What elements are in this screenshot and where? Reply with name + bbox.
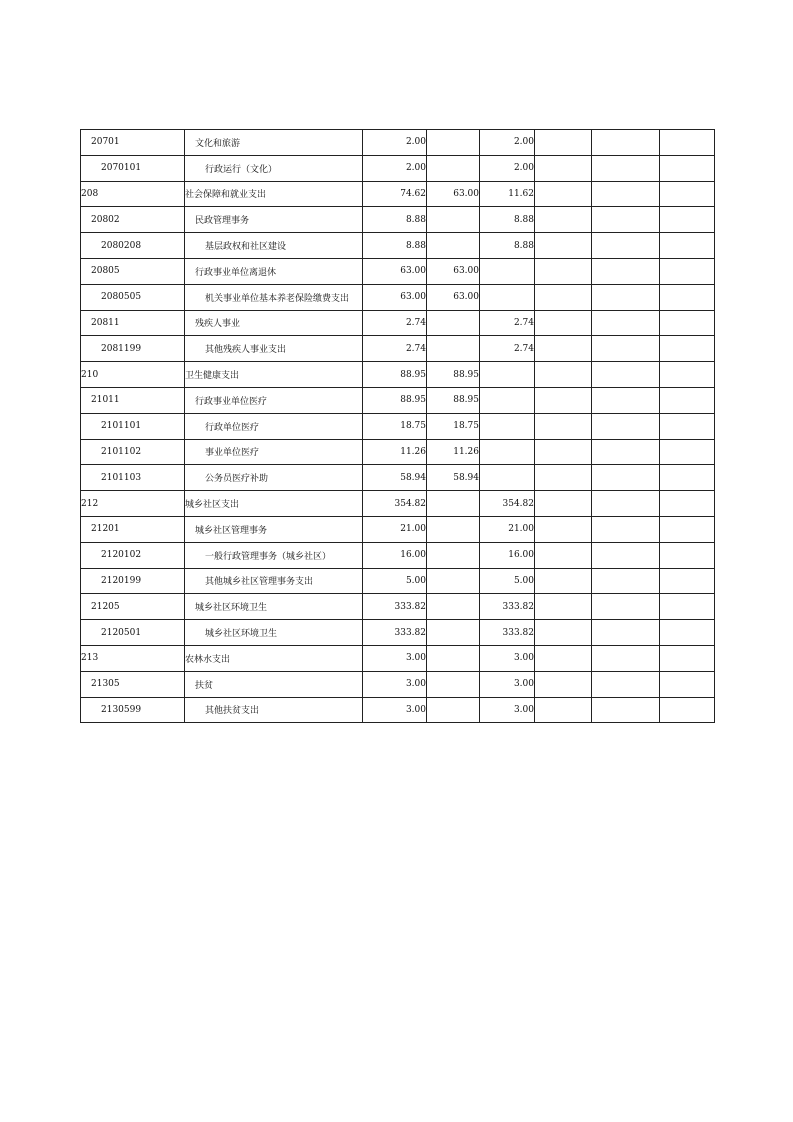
empty-cell-6 [535,645,592,671]
account-code-cell: 21305 [81,671,185,697]
empty-cell-7 [592,620,660,646]
total-amount-cell: 74.62 [363,181,427,207]
empty-cell-6 [535,671,592,697]
account-name-cell: 文化和旅游 [185,130,363,156]
table-row [81,258,715,284]
project-expenditure-cell: 21.00 [480,516,535,542]
empty-cell-6 [535,568,592,594]
basic-expenditure-cell: 63.00 [427,284,480,310]
account-name-cell: 机关事业单位基本养老保险缴费支出 [185,284,363,310]
basic-expenditure-cell [427,233,480,259]
project-expenditure-cell: 3.00 [480,671,535,697]
project-expenditure-cell: 354.82 [480,491,535,517]
empty-cell-7 [592,130,660,156]
account-code-cell: 20805 [81,258,185,284]
table-row [81,310,715,336]
empty-cell-7 [592,491,660,517]
empty-cell-7 [592,697,660,723]
project-expenditure-cell: 333.82 [480,594,535,620]
total-amount-cell: 8.88 [363,233,427,259]
account-code-cell: 20701 [81,130,185,156]
empty-cell-7 [592,233,660,259]
total-amount-cell: 3.00 [363,671,427,697]
project-expenditure-cell: 11.62 [480,181,535,207]
account-name-cell: 公务员医疗补助 [185,465,363,491]
table-row [81,645,715,671]
table-row [81,568,715,594]
table-row [81,697,715,723]
total-amount-cell: 2.00 [363,155,427,181]
empty-cell-7 [592,181,660,207]
empty-cell-8 [660,310,715,336]
table-row [81,362,715,388]
empty-cell-8 [660,516,715,542]
empty-cell-6 [535,233,592,259]
project-expenditure-cell: 2.00 [480,130,535,156]
account-code-cell: 21201 [81,516,185,542]
basic-expenditure-cell [427,568,480,594]
empty-cell-8 [660,233,715,259]
empty-cell-6 [535,697,592,723]
account-code-cell: 2120199 [81,568,185,594]
empty-cell-6 [535,387,592,413]
empty-cell-8 [660,336,715,362]
account-name-cell: 行政事业单位医疗 [185,387,363,413]
account-name-cell: 农林水支出 [185,645,363,671]
total-amount-cell: 16.00 [363,542,427,568]
project-expenditure-cell: 3.00 [480,697,535,723]
empty-cell-6 [535,620,592,646]
empty-cell-8 [660,130,715,156]
account-code-cell: 2101101 [81,413,185,439]
empty-cell-6 [535,439,592,465]
table-row [81,465,715,491]
table-row [81,233,715,259]
account-code-cell: 213 [81,645,185,671]
account-name-cell: 一般行政管理事务（城乡社区） [185,542,363,568]
project-expenditure-cell: 5.00 [480,568,535,594]
basic-expenditure-cell [427,310,480,336]
empty-cell-6 [535,155,592,181]
empty-cell-7 [592,207,660,233]
account-name-cell: 其他城乡社区管理事务支出 [185,568,363,594]
empty-cell-8 [660,491,715,517]
empty-cell-8 [660,258,715,284]
account-code-cell: 21205 [81,594,185,620]
project-expenditure-cell: 2.74 [480,310,535,336]
table-row [81,594,715,620]
empty-cell-8 [660,439,715,465]
empty-cell-7 [592,155,660,181]
account-code-cell: 2101103 [81,465,185,491]
project-expenditure-cell: 8.88 [480,207,535,233]
account-name-cell: 残疾人事业 [185,310,363,336]
account-name-cell: 其他扶贫支出 [185,697,363,723]
account-code-cell: 212 [81,491,185,517]
empty-cell-6 [535,594,592,620]
total-amount-cell: 2.00 [363,130,427,156]
project-expenditure-cell [480,413,535,439]
table-row [81,130,715,156]
project-expenditure-cell [480,284,535,310]
budget-expenditure-table [80,129,715,723]
project-expenditure-cell: 16.00 [480,542,535,568]
basic-expenditure-cell: 11.26 [427,439,480,465]
account-code-cell: 21011 [81,387,185,413]
basic-expenditure-cell [427,645,480,671]
basic-expenditure-cell: 88.95 [427,362,480,388]
account-code-cell: 2081199 [81,336,185,362]
account-code-cell: 20811 [81,310,185,336]
account-code-cell: 2120501 [81,620,185,646]
empty-cell-6 [535,207,592,233]
empty-cell-7 [592,671,660,697]
empty-cell-7 [592,284,660,310]
empty-cell-6 [535,413,592,439]
empty-cell-6 [535,362,592,388]
account-code-cell: 2070101 [81,155,185,181]
empty-cell-7 [592,413,660,439]
total-amount-cell: 333.82 [363,594,427,620]
total-amount-cell: 18.75 [363,413,427,439]
empty-cell-8 [660,542,715,568]
basic-expenditure-cell [427,697,480,723]
table-row [81,413,715,439]
table-row [81,542,715,568]
basic-expenditure-cell [427,542,480,568]
empty-cell-8 [660,181,715,207]
account-name-cell: 事业单位医疗 [185,439,363,465]
table-row [81,516,715,542]
project-expenditure-cell [480,362,535,388]
empty-cell-8 [660,362,715,388]
basic-expenditure-cell [427,155,480,181]
empty-cell-7 [592,310,660,336]
account-name-cell: 城乡社区环境卫生 [185,620,363,646]
total-amount-cell: 2.74 [363,336,427,362]
empty-cell-8 [660,645,715,671]
table-row [81,181,715,207]
empty-cell-7 [592,594,660,620]
total-amount-cell: 58.94 [363,465,427,491]
total-amount-cell: 88.95 [363,362,427,388]
empty-cell-8 [660,594,715,620]
empty-cell-6 [535,181,592,207]
project-expenditure-cell [480,465,535,491]
total-amount-cell: 21.00 [363,516,427,542]
table-row [81,207,715,233]
empty-cell-7 [592,465,660,491]
project-expenditure-cell: 2.00 [480,155,535,181]
account-name-cell: 社会保障和就业支出 [185,181,363,207]
empty-cell-6 [535,336,592,362]
empty-cell-7 [592,439,660,465]
table-row [81,671,715,697]
empty-cell-8 [660,284,715,310]
total-amount-cell: 63.00 [363,284,427,310]
empty-cell-7 [592,516,660,542]
empty-cell-8 [660,207,715,233]
empty-cell-7 [592,387,660,413]
account-name-cell: 行政事业单位离退休 [185,258,363,284]
empty-cell-7 [592,258,660,284]
empty-cell-6 [535,491,592,517]
basic-expenditure-cell [427,594,480,620]
account-name-cell: 基层政权和社区建设 [185,233,363,259]
empty-cell-6 [535,258,592,284]
account-code-cell: 20802 [81,207,185,233]
basic-expenditure-cell [427,620,480,646]
total-amount-cell: 3.00 [363,645,427,671]
empty-cell-7 [592,645,660,671]
total-amount-cell: 2.74 [363,310,427,336]
account-name-cell: 其他残疾人事业支出 [185,336,363,362]
basic-expenditure-cell: 63.00 [427,258,480,284]
account-name-cell: 城乡社区支出 [185,491,363,517]
basic-expenditure-cell [427,516,480,542]
account-code-cell: 2120102 [81,542,185,568]
empty-cell-8 [660,465,715,491]
project-expenditure-cell [480,439,535,465]
account-code-cell: 2101102 [81,439,185,465]
empty-cell-8 [660,413,715,439]
table-row [81,155,715,181]
table-row [81,284,715,310]
empty-cell-7 [592,542,660,568]
account-code-cell: 208 [81,181,185,207]
basic-expenditure-cell: 88.95 [427,387,480,413]
empty-cell-6 [535,516,592,542]
total-amount-cell: 88.95 [363,387,427,413]
account-code-cell: 2080505 [81,284,185,310]
empty-cell-6 [535,310,592,336]
account-code-cell: 2130599 [81,697,185,723]
empty-cell-8 [660,697,715,723]
empty-cell-8 [660,620,715,646]
table-row [81,620,715,646]
total-amount-cell: 11.26 [363,439,427,465]
account-name-cell: 行政运行（文化） [185,155,363,181]
account-code-cell: 2080208 [81,233,185,259]
empty-cell-7 [592,568,660,594]
table-row [81,387,715,413]
empty-cell-6 [535,465,592,491]
empty-cell-7 [592,336,660,362]
total-amount-cell: 5.00 [363,568,427,594]
project-expenditure-cell: 2.74 [480,336,535,362]
project-expenditure-cell: 333.82 [480,620,535,646]
total-amount-cell: 354.82 [363,491,427,517]
basic-expenditure-cell: 58.94 [427,465,480,491]
empty-cell-8 [660,155,715,181]
empty-cell-8 [660,387,715,413]
basic-expenditure-cell: 63.00 [427,181,480,207]
total-amount-cell: 63.00 [363,258,427,284]
account-name-cell: 扶贫 [185,671,363,697]
project-expenditure-cell [480,258,535,284]
table-row [81,336,715,362]
table-row [81,491,715,517]
empty-cell-6 [535,130,592,156]
basic-expenditure-cell [427,207,480,233]
table-row [81,439,715,465]
basic-expenditure-cell [427,671,480,697]
empty-cell-6 [535,542,592,568]
empty-cell-8 [660,671,715,697]
account-name-cell: 卫生健康支出 [185,362,363,388]
basic-expenditure-cell [427,336,480,362]
account-name-cell: 行政单位医疗 [185,413,363,439]
total-amount-cell: 333.82 [363,620,427,646]
project-expenditure-cell [480,387,535,413]
basic-expenditure-cell [427,491,480,517]
account-name-cell: 城乡社区管理事务 [185,516,363,542]
empty-cell-7 [592,362,660,388]
empty-cell-8 [660,568,715,594]
total-amount-cell: 3.00 [363,697,427,723]
basic-expenditure-cell: 18.75 [427,413,480,439]
account-name-cell: 城乡社区环境卫生 [185,594,363,620]
empty-cell-6 [535,284,592,310]
account-name-cell: 民政管理事务 [185,207,363,233]
total-amount-cell: 8.88 [363,207,427,233]
account-code-cell: 210 [81,362,185,388]
project-expenditure-cell: 3.00 [480,645,535,671]
project-expenditure-cell: 8.88 [480,233,535,259]
basic-expenditure-cell [427,130,480,156]
